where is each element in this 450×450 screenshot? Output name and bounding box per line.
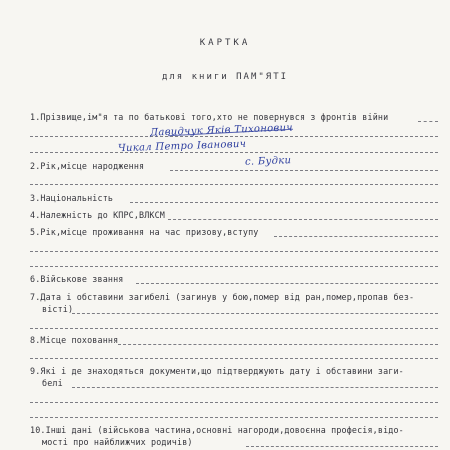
field-3-number: 3. [30,193,41,203]
field-1-line-a [418,121,438,122]
field-6-line [136,283,438,284]
field-5-line-a [274,236,438,237]
field-5-line-b [30,251,438,252]
field-4-line [168,219,438,220]
field-9-label-cont: белі [42,378,63,388]
field-2-line-a [170,170,438,171]
field-5-number: 5. [30,227,41,237]
field-8-label: 8.Місце поховання [30,335,119,345]
field-3-label: 3.Національність [30,193,114,203]
field-8-line-b [30,358,438,359]
handwritten-name-2: Чикал Петро Іванович [117,138,247,155]
field-2-number: 2. [30,161,41,171]
field-7-line-b [30,328,438,329]
field-9-line-b [30,402,438,403]
field-10-label-cont: мості про найближчих родичів) [42,437,193,447]
field-9-line-c [30,417,438,418]
field-8-line-a [118,344,438,345]
field-5-label: 5.Рік,місце проживання на час призову,вступу [30,227,259,237]
field-5-line-c [30,266,438,267]
field-9-label: 9.Які і де знаходяться документи,що підтверджують дату і обставини заги- [30,366,404,376]
handwritten-birth-place: с. Будки [244,155,292,168]
field-8-number: 8. [30,335,41,345]
field-9-line-a [72,387,438,388]
field-7-line-a [72,313,438,314]
field-7-label: 7.Дата і обставини загибелі (загинув у бою,помер від ран,помер,пропав без- [30,292,415,302]
field-10-line [246,446,438,447]
field-3-line [130,202,438,203]
card-title: КАРТКА [199,38,251,48]
card-subtitle: для книги ПАМ"ЯТІ [161,72,289,82]
field-1-line-c [30,152,438,153]
field-6-label: 6.Військове звання [30,274,124,284]
field-7-number: 7. [30,292,41,302]
field-2-line-b [30,184,438,185]
field-9-number: 9. [30,366,41,376]
field-1-number: 1. [30,112,41,122]
field-6-number: 6. [30,274,41,284]
field-10-number: 10. [30,425,46,435]
field-7-label-cont: вісті) [42,304,74,314]
field-2-label: 2.Рік,місце народження [30,161,145,171]
field-4-label: 4.Належність до КПРС,ВЛКСМ [30,210,166,220]
handwritten-name-1: Давидчук Яків Тихонович [149,122,294,139]
field-1-label: 1.Прізвище,ім"я та по батькові того,хто не повернувся з фронтів війни [30,112,389,122]
field-1-line-b [30,136,438,137]
field-10-label: 10.Інші дані (військова частина,основні нагороди,довоєнна професія,відо- [30,425,404,435]
field-4-number: 4. [30,210,41,220]
